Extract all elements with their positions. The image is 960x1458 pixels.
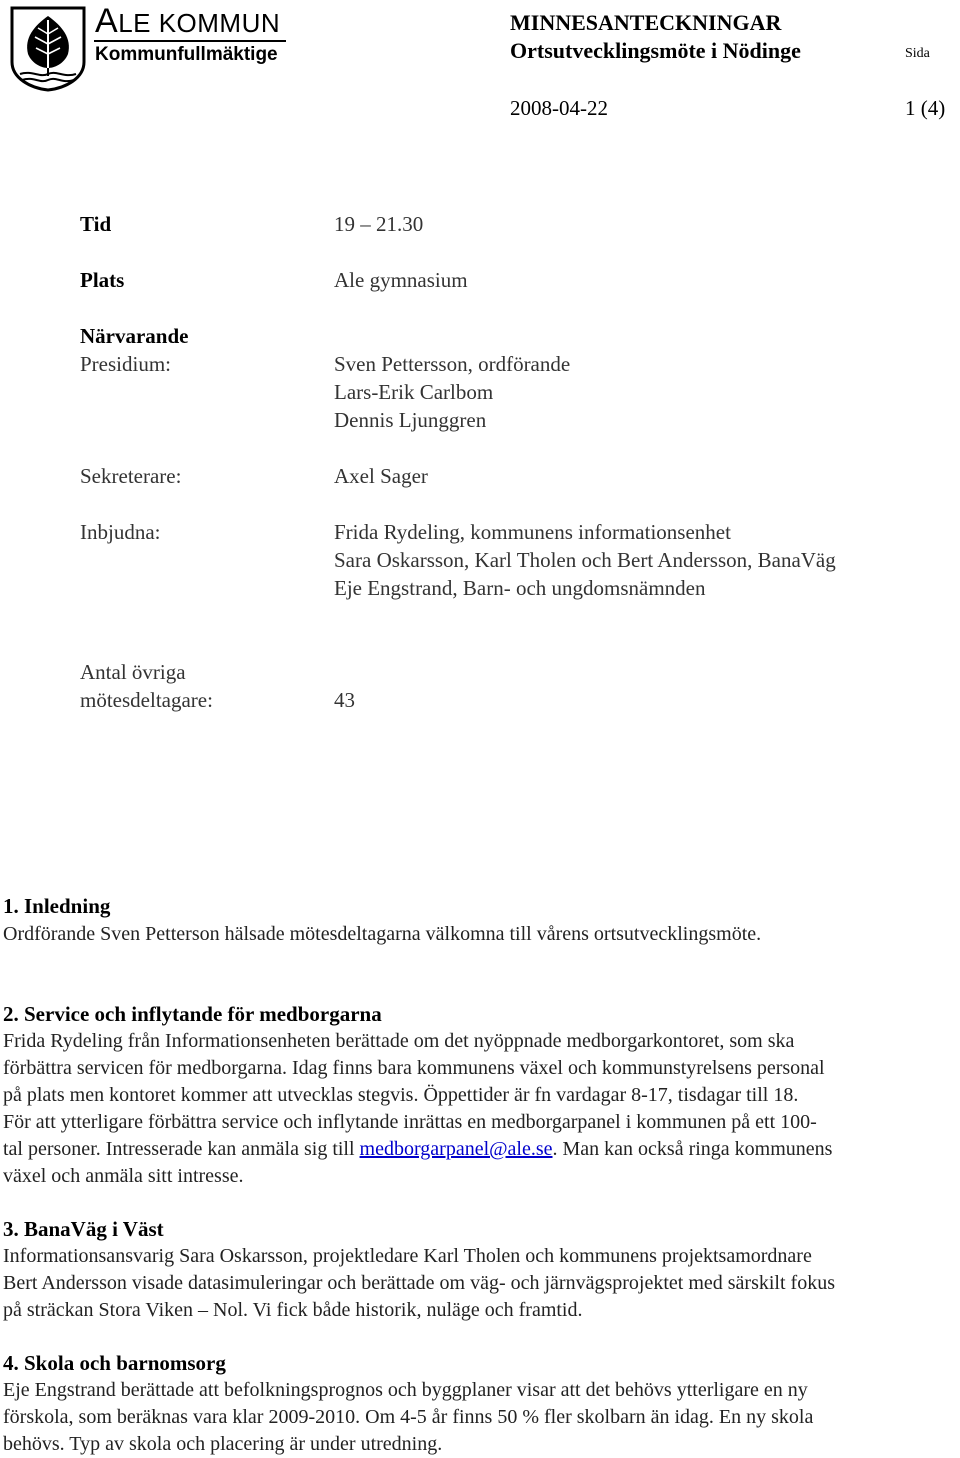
- paragraph-line: tal personer. Intresserade kan anmäla sig till medborgarpanel@ale.se. Man kan också ringa kommunens: [3, 1138, 833, 1160]
- presidium-member: Dennis Ljunggren: [334, 408, 487, 432]
- header-rule: [94, 40, 286, 42]
- section-paragraph: [3, 921, 960, 948]
- section-heading: 4. Skola och barnomsorg: [3, 1351, 226, 1375]
- document-title: Ortsutvecklingsmöte i Nödinge: [510, 38, 801, 63]
- section-paragraph: [3, 1243, 960, 1324]
- section-heading: 3. BanaVäg i Väst: [3, 1217, 164, 1241]
- inbjudna-item: Sara Oskarsson, Karl Tholen och Bert Andersson, BanaVäg: [334, 548, 836, 572]
- plats-value: Ale gymnasium: [334, 268, 468, 292]
- antal-label-line2: mötesdeltagare:: [80, 688, 213, 712]
- sekreterare-value: Axel Sager: [334, 464, 428, 488]
- paragraph-line: Ordförande Sven Petterson hälsade mötesdeltagarna välkomna till vårens ortsutvecklingsmöte.: [3, 923, 762, 945]
- org-name: ALE KOMMUN: [95, 2, 281, 40]
- antal-value: 43: [334, 688, 355, 712]
- org-unit: Kommunfullmäktige: [95, 44, 278, 65]
- plats-label: Plats: [80, 268, 125, 292]
- page-label: Sida: [905, 46, 930, 61]
- inbjudna-item: Frida Rydeling, kommunens informationsenhet: [334, 520, 731, 544]
- presidium-member: Sven Pettersson, ordförande: [334, 352, 571, 376]
- document-date: 2008-04-22: [510, 96, 608, 120]
- presidium-label: Presidium:: [80, 352, 172, 376]
- section-paragraph: [3, 1028, 960, 1190]
- email-link[interactable]: medborgarpanel@ale.se: [359, 1138, 553, 1160]
- leaf-shield-logo-icon: [6, 4, 90, 92]
- antal-label-line1: Antal övriga: [80, 660, 186, 684]
- paragraph-line: Informationsansvarig Sara Oskarsson, projektledare Karl Tholen och kommunens projektsamordnare: [3, 1245, 812, 1267]
- paragraph-line: Eje Engstrand berättade att befolkningsprognos och byggplaner visar att det behövs ytterligare en ny: [3, 1379, 808, 1401]
- paragraph-line: förskola, som beräknas vara klar 2009-2010. Om 4-5 år finns 50 % fler skolbarn än idag. En ny skola: [3, 1406, 814, 1428]
- section-heading: 2. Service och inflytande för medborgarna: [3, 1002, 382, 1026]
- paragraph-line: växel och anmäla sitt intresse.: [3, 1165, 244, 1187]
- inbjudna-item: Eje Engstrand, Barn- och ungdomsnämnden: [334, 576, 706, 600]
- sekreterare-label: Sekreterare:: [80, 464, 182, 488]
- narvarande-label: Närvarande: [80, 324, 189, 348]
- inbjudna-label: Inbjudna:: [80, 520, 161, 544]
- paragraph-line: på plats men kontoret kommer att utvecklas stegvis. Öppettider är fn vardagar 8-17, tisdagar till 18.: [3, 1084, 799, 1106]
- paragraph-line: på sträckan Stora Viken – Nol. Vi fick både historik, nuläge och framtid.: [3, 1299, 583, 1321]
- paragraph-line: Frida Rydeling från Informationsenheten berättade om det nyöppnade medborgarkontoret, som ska: [3, 1030, 795, 1052]
- page-number: 1 (4): [905, 96, 946, 120]
- paragraph-line: Bert Andersson visade datasimuleringar och berättade om väg- och järnvägsprojektet med särskilt fokus: [3, 1272, 835, 1294]
- presidium-member: Lars-Erik Carlbom: [334, 380, 494, 404]
- paragraph-line: behövs. Typ av skola och placering är under utredning.: [3, 1433, 443, 1455]
- tid-label: Tid: [80, 212, 112, 236]
- tid-value: 19 – 21.30: [334, 212, 424, 236]
- section-heading: 1. Inledning: [3, 894, 111, 918]
- section-paragraph: [3, 1377, 960, 1458]
- document-type: MINNESANTECKNINGAR: [510, 10, 782, 35]
- paragraph-line: förbättra servicen för medborgarna. Idag finns bara kommunens växel och kommunstyrelsens personal: [3, 1057, 825, 1079]
- paragraph-line: För att ytterligare förbättra service och inflytande inrättas en medborgarpanel i kommunen på ett 100-: [3, 1111, 817, 1133]
